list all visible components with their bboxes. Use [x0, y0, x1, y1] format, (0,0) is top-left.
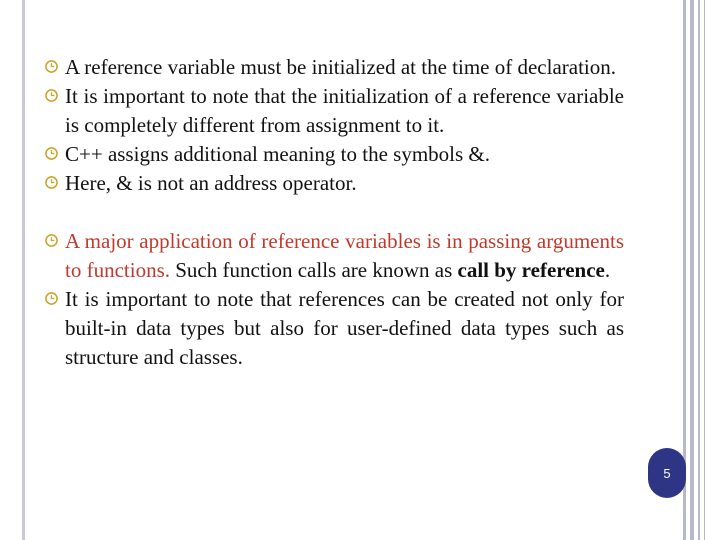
bullet-item	[44, 140, 624, 169]
left-border-rule	[22, 0, 25, 540]
bullet-text: It is important to note that references can be created not only for built-in data types but also for user-defined data types such as structure and classes.	[65, 287, 624, 369]
clock-icon	[45, 234, 58, 247]
clock-icon	[45, 60, 58, 73]
bullet-item	[44, 82, 624, 140]
page-number: 5	[663, 465, 671, 481]
bullet-text: It is important to note that the initialization of a reference variable is completely different from assignment to it.	[65, 84, 624, 137]
bullet-text: Such function calls are known as	[170, 258, 458, 282]
clock-icon	[45, 147, 58, 160]
page-number-badge	[648, 448, 686, 498]
bullet-text: C++ assigns additional meaning to the symbols &.	[65, 142, 490, 166]
bullet-item	[44, 53, 624, 82]
bullet-item	[44, 227, 624, 285]
spacer	[44, 198, 624, 227]
right-border-rule	[690, 0, 694, 540]
bullet-item	[44, 285, 624, 372]
emphasis-text: call by reference	[457, 258, 605, 282]
slide-content	[44, 53, 624, 372]
clock-icon	[45, 89, 58, 102]
bullet-text: A reference variable must be initialized at the time of declaration.	[65, 55, 617, 79]
clock-icon	[45, 292, 58, 305]
bullet-text: .	[604, 258, 611, 282]
highlighted-text: A major application of reference variables is in passing arguments to functions.	[65, 229, 624, 282]
right-border-rule	[698, 0, 700, 540]
right-border-rule	[704, 0, 705, 540]
bullet-item	[44, 169, 624, 198]
bullet-text: Here, & is not an address operator.	[65, 171, 357, 195]
clock-icon	[45, 176, 58, 189]
